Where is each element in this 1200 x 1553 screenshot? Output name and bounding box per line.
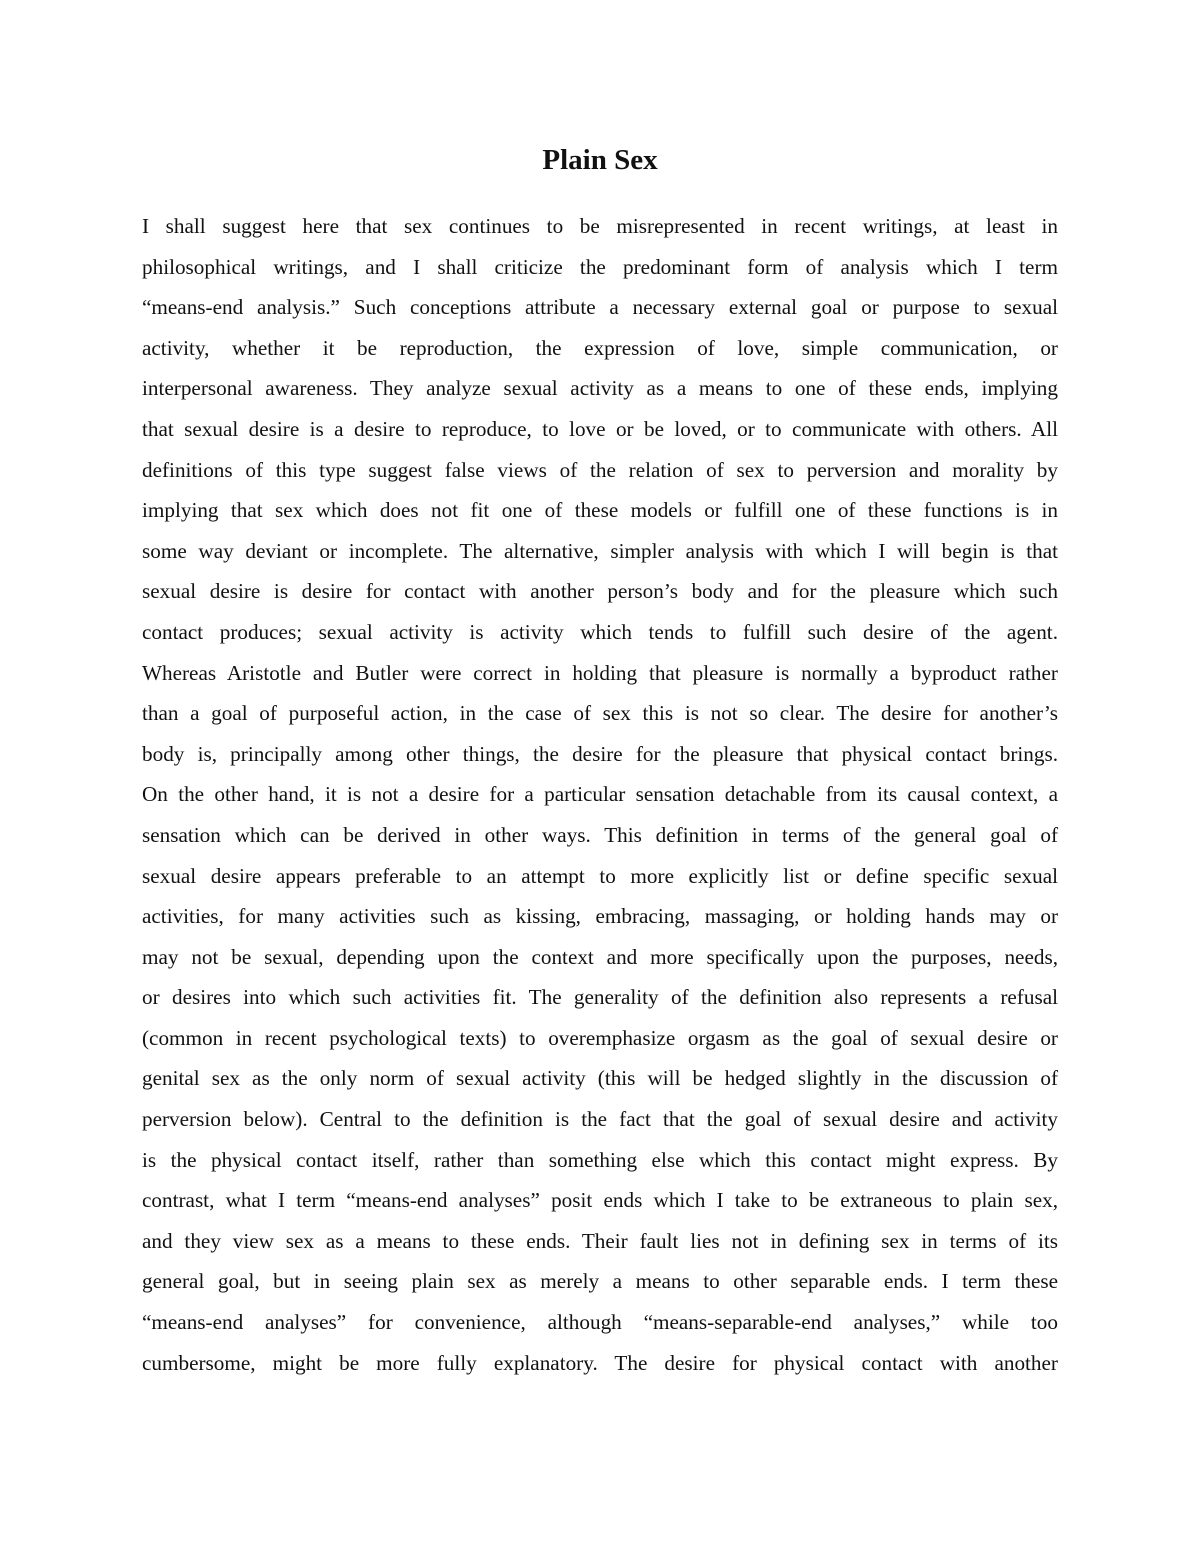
text-line: implying that sex which does not fit one of these models or fulfill one of these functions is in (142, 498, 1058, 523)
text-line: and they view sex as a means to these ends. Their fault lies not in defining sex in terms of its (142, 1228, 1058, 1253)
text-line: activity, whether it be reproduction, the expression of love, simple communication, or (142, 335, 1058, 360)
text-line: philosophical writings, and I shall criticize the predominant form of analysis which I term (142, 254, 1058, 279)
text-line: sensation which can be derived in other ways. This definition in terms of the general goal of (142, 822, 1058, 847)
page-title: Plain Sex (542, 144, 658, 176)
text-line: some way deviant or incomplete. The alternative, simpler analysis with which I will begin is that (142, 538, 1058, 563)
text-line: On the other hand, it is not a desire for a particular sensation detachable from its causal context, a (142, 782, 1058, 807)
text-line: genital sex as the only norm of sexual activity (this will be hedged slightly in the discussion of (142, 1066, 1058, 1091)
text-line: body is, principally among other things, the desire for the pleasure that physical contact brings. (142, 741, 1058, 766)
text-line: Whereas Aristotle and Butler were correct in holding that pleasure is normally a byproduct rather (142, 660, 1058, 685)
text-line: that sexual desire is a desire to reproduce, to love or be loved, or to communicate with others. All (142, 416, 1058, 441)
text-line: perversion below). Central to the definition is the fact that the goal of sexual desire and activity (142, 1107, 1058, 1132)
text-line: I shall suggest here that sex continues to be misrepresented in recent writings, at least in (142, 214, 1058, 238)
text-line: “means-end analyses” for convenience, although “means-separable-end analyses,” while too (142, 1310, 1058, 1335)
text-line: general goal, but in seeing plain sex as merely a means to other separable ends. I term these (142, 1269, 1058, 1294)
text-line: interpersonal awareness. They analyze sexual activity as a means to one of these ends, implying (142, 376, 1058, 401)
text-line: may not be sexual, depending upon the context and more specifically upon the purposes, needs, (142, 944, 1058, 969)
text-line: definitions of this type suggest false views of the relation of sex to perversion and morality by (142, 457, 1058, 482)
text-line: than a goal of purposeful action, in the case of sex this is not so clear. The desire for another’s (142, 701, 1058, 726)
text-line: sexual desire appears preferable to an attempt to more explicitly list or define specific sexual (142, 863, 1058, 888)
text-line: activities, for many activities such as kissing, embracing, massaging, or holding hands may or (142, 904, 1058, 929)
text-line: contrast, what I term “means-end analyses” posit ends which I take to be extraneous to plain sex, (142, 1188, 1058, 1213)
text-line: contact produces; sexual activity is activity which tends to fulfill such desire of the agent. (142, 619, 1058, 644)
body-paragraph (142, 206, 1058, 1383)
text-line: is the physical contact itself, rather than something else which this contact might express. By (142, 1147, 1058, 1172)
text-line: or desires into which such activities fit. The generality of the definition also represents a refusal (142, 985, 1058, 1010)
text-line: sexual desire is desire for contact with another person’s body and for the pleasure which such (142, 579, 1058, 604)
text-line: (common in recent psychological texts) to overemphasize orgasm as the goal of sexual desire or (142, 1025, 1058, 1050)
text-line: “means-end analysis.” Such conceptions attribute a necessary external goal or purpose to sexual (142, 295, 1058, 320)
text-line: cumbersome, might be more fully explanatory. The desire for physical contact with another (142, 1350, 1058, 1375)
